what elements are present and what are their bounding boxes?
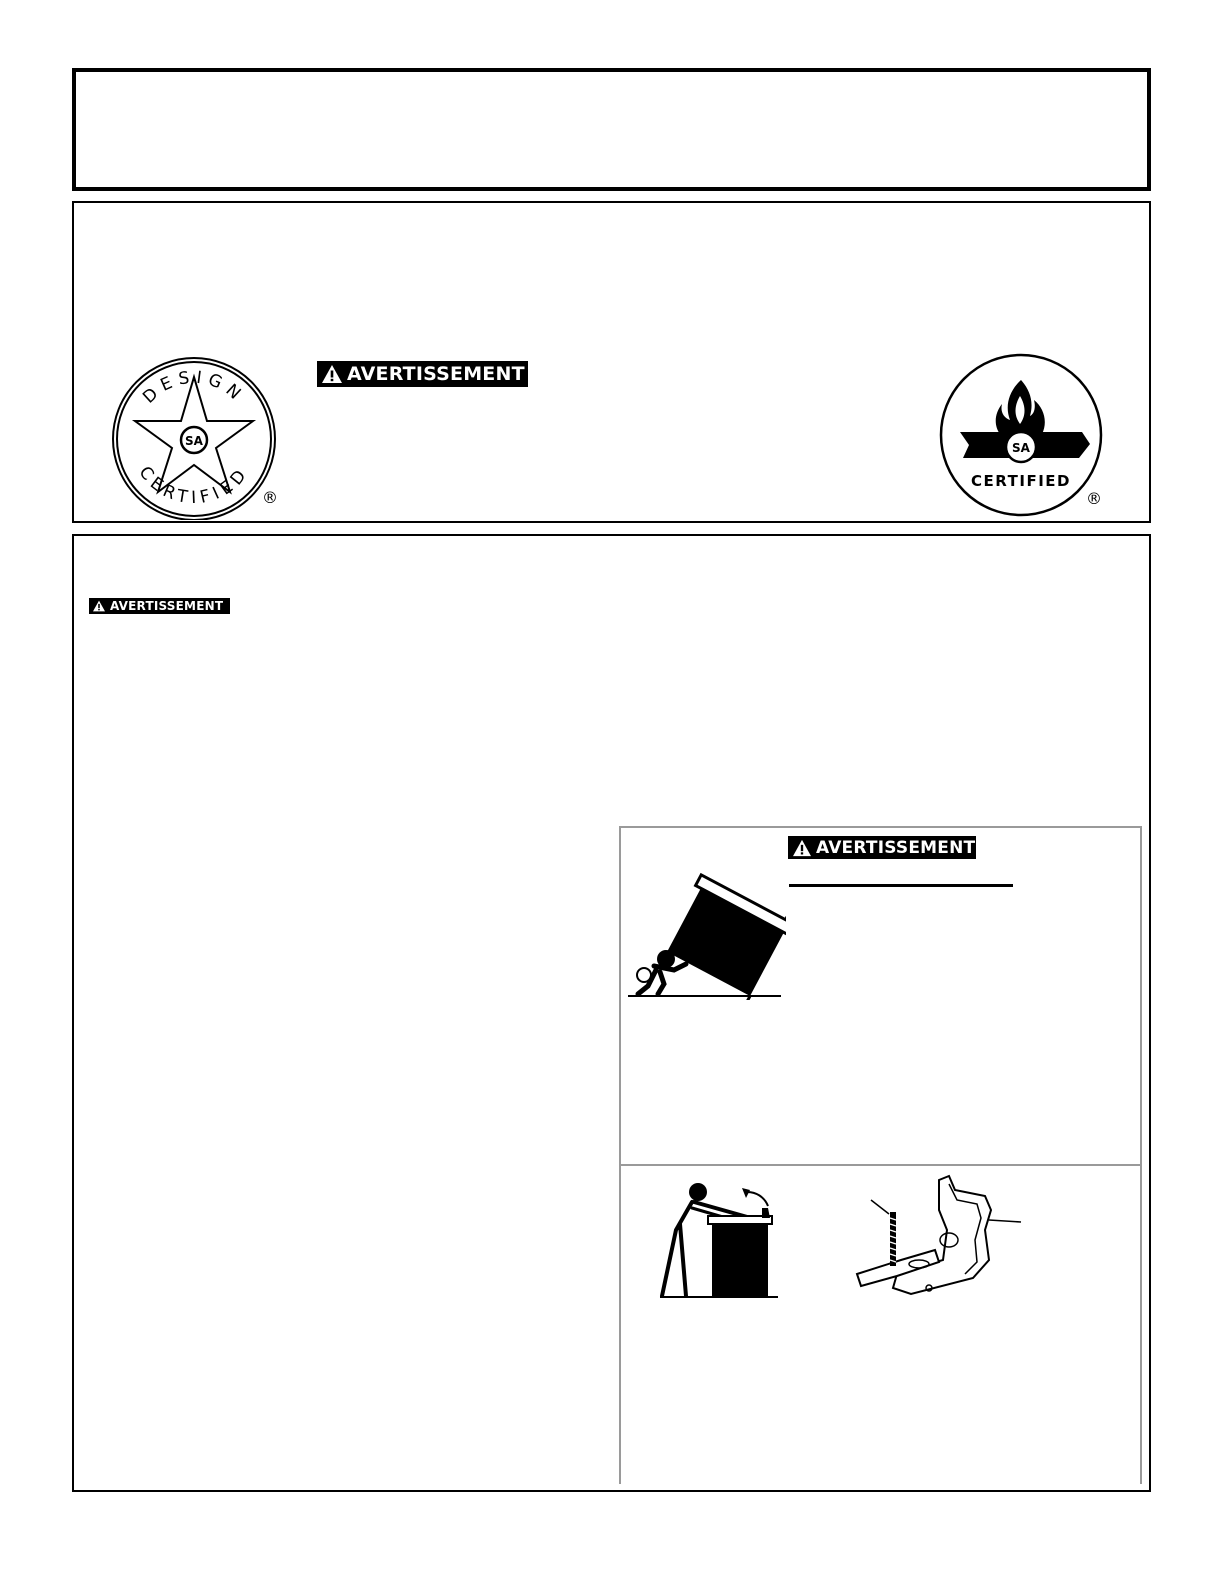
registered-mark: ® [1086,489,1102,508]
svg-text:CERTIFIED [135,463,254,509]
design-certified-logo [110,355,280,520]
registered-mark: ® [262,488,278,507]
warning-label: AVERTISSEMENT [816,837,976,858]
anti-tip-bracket-icon [853,1170,1023,1305]
design-text: DESIGN [139,367,249,408]
certified-text: CERTIFIED [971,472,1071,490]
csa-mark: SA [1012,441,1030,455]
warning-label: AVERTISSEMENT [110,599,224,613]
csa-mark: SA [185,434,203,448]
certified-text: CERTIFIED [134,462,254,509]
warning-underline [789,884,1013,887]
person-tilting-range-icon [658,1180,783,1300]
title-box [72,68,1151,191]
warning-badge-large [317,361,528,387]
gas-certified-logo [938,352,1108,522]
warning-triangle-icon [792,839,812,857]
warning-badge-medium [788,836,976,859]
child-tipping-range-icon [626,862,786,1000]
warning-triangle-icon [92,600,106,612]
warning-label: AVERTISSEMENT [347,363,525,385]
panel-divider [619,1164,1142,1166]
warning-triangle-icon [321,364,343,384]
warning-badge-small [89,598,230,614]
